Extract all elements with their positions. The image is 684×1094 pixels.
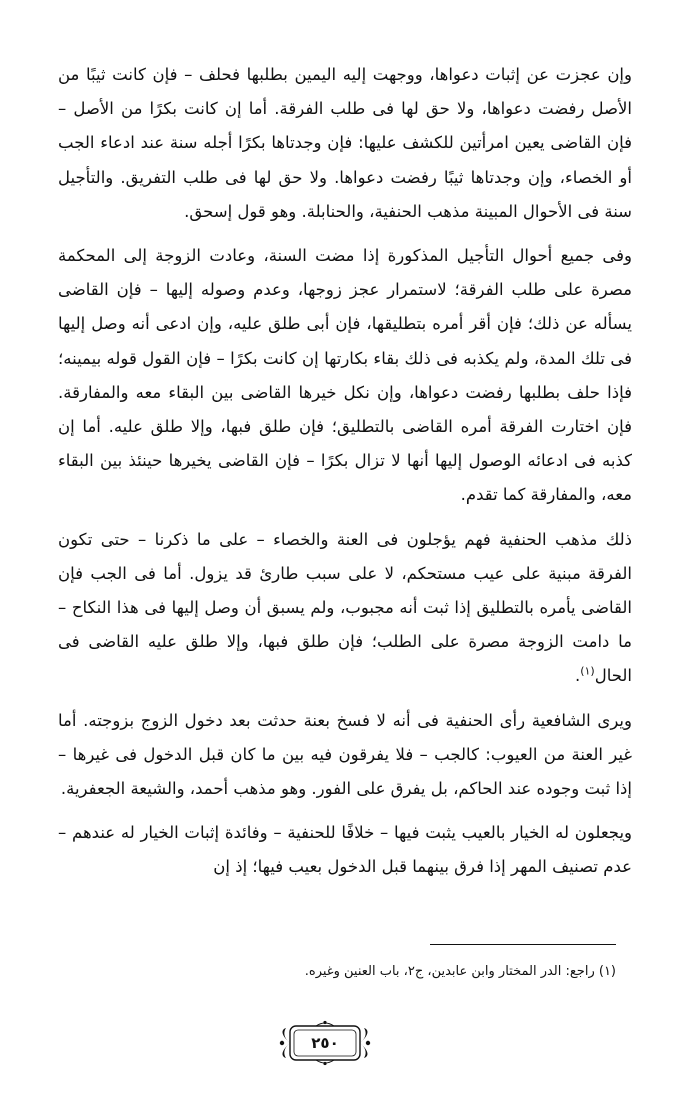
main-text (58, 58, 632, 885)
paragraph-3-end-mark: . (574, 666, 581, 686)
footnote-reference: (١) (580, 664, 595, 678)
paragraph-2: وفى جميع أحوال التأجيل المذكورة إذا مضت السنة، وعادت الزوجة إلى المحكمة مصرة على طلب الفرقة؛ لاستمرار عجز زوجها، وعدم وصوله إليها – فإن القاضى يسأله عن ذلك؛ فإن أقر أمره بتطليقها، فإن أبى طلق عليه، وإن ادعى أنه وصل إليها فى تلك المدة، ولم يكذبه فى ذلك بقاء بكارتها إن كانت بكرًا – فإن القول قوله بيمينه؛ فإذا حلف بطلبها رفضت دعواها، وإن نكل خيرها القاضى بين البقاء معه والمفارقة. فإن اختارت الفرقة أمره القاضى بالتطليق؛ فإن طلق فبها، وإلا طلق عليه. أما إن كذبه فى ادعائه الوصول إليها أنها لا تزال بكرًا – فإن القاضى يخيرها حينئذ بين البقاء معه، والمفارقة كما تقدم. (58, 246, 632, 505)
page-number-frame (276, 1020, 374, 1066)
paragraph-4: ويرى الشافعية رأى الحنفية فى أنه لا فسخ بعنة حدثت بعد دخول الزوج بزوجته. أما غير العنة من العيوب: كالجب – فلا يفرقون فيه بين ما كان قبل الدخول فى غيرها – إذا ثبت وجوده عند الحاكم، بل يفرق على الفور. وهو مذهب أحمد، والشيعة الجعفرية. (58, 710, 632, 799)
paragraph-5: ويجعلون له الخيار بالعيب يثبت فيها – خلافًا للحنفية – وفائدة إثبات الخيار له عندهم – عدم تصنيف المهر إذا فرق بينهما قبل الدخول بعيب فيها؛ إذ إن (58, 823, 632, 877)
page-number: ٢٥٠ (311, 1034, 339, 1052)
paragraph-3 (58, 523, 632, 694)
paragraph-1: وإن عجزت عن إثبات دعواها، ووجهت إليه اليمين بطلبها فحلف – فإن كانت ثيبًا من الأصل رفضت دعواها، ولا حق لها فى طلب الفرقة. أما إن كانت بكرًا من الأصل – فإن القاضى يعين امرأتين للكشف عليها: فإن وجدتاها بكرًا أجله سنة عند ادعاء الجب أو الخصاء، وإن وجدتاها ثيبًا رفضت دعواها. ولا حق لها فى طلب التفريق. والتأجيل سنة فى الأحوال المبينة مذهب الحنفية، والحنابلة. وهو قول إسحق. (58, 65, 632, 221)
footnote-separator (430, 944, 616, 945)
footnote: (١) راجع: الدر المختار وابن عابدين، ج٢، باب العنين وغيره. (304, 964, 616, 979)
paragraph-3-text: ذلك مذهب الحنفية فهم يؤجلون فى العنة والخصاء – على ما ذكرنا – حتى تكون الفرقة مبنية على عيب مستحكم، لا على سبب طارئ قد يزول. أما فى الجب فإن القاضى يأمره بالتطليق إذا ثبت أنه مجبوب، ولم يسبق أن وصل إليها فى هذا النكاح – ما دامت الزوجة مصرة على الطلب؛ فإن طلق فبها، وإلا طلق عليه القاضى فى الحال (58, 529, 632, 686)
